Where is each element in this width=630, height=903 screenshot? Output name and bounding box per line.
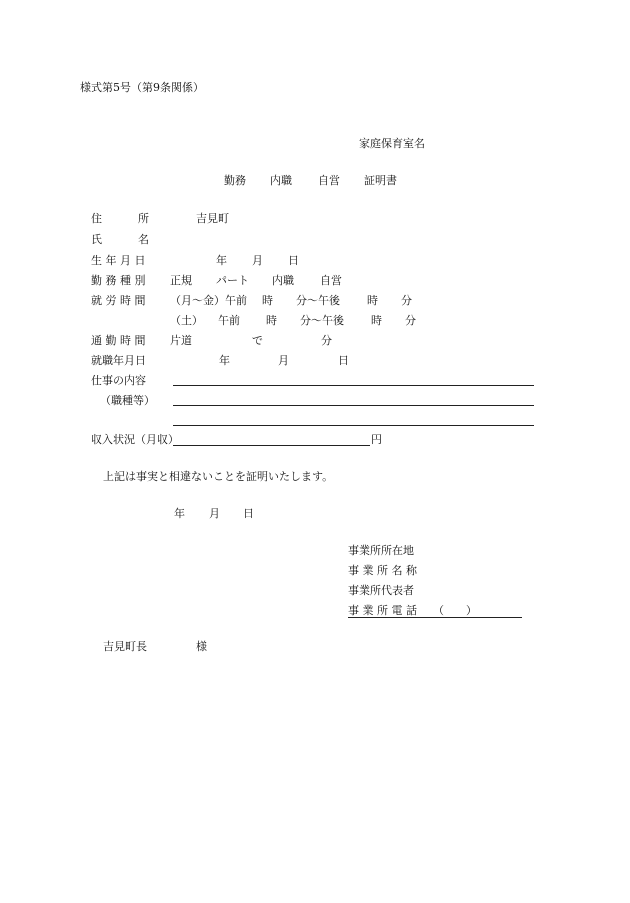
- employment-month: 月: [278, 354, 289, 367]
- commute-label: 通 勤 時 間: [91, 334, 146, 347]
- birthdate-month: 月: [252, 254, 263, 267]
- work-type-label: 勤 務 種 別: [91, 274, 146, 287]
- work-hours-label: 就 労 時 間: [91, 294, 146, 307]
- birthdate-year: 年: [216, 254, 227, 267]
- birthdate-label: 生 年 月 日: [91, 254, 146, 267]
- addressee-honorific: 様: [196, 640, 207, 653]
- income-unit: 円: [371, 433, 382, 446]
- weekday-min: 分: [401, 294, 412, 307]
- address-value: 吉見町: [196, 212, 229, 225]
- weekday-min-to-pm: 分～午後: [296, 294, 340, 307]
- weekday-hour2: 時: [367, 294, 378, 307]
- name-label-1: 氏: [91, 233, 102, 246]
- certification-statement: 上記は事実と相違ないことを証明いたします。: [103, 470, 334, 483]
- saturday-hour: 時: [266, 314, 277, 327]
- employer-phone-label: 事 業 所 電 話: [348, 604, 417, 617]
- income-label: 収入状況（月収）: [91, 433, 179, 446]
- address-label-1: 住: [91, 212, 102, 225]
- addressee-name: 吉見町長: [103, 640, 147, 653]
- title-shomeisho: 証明書: [364, 174, 397, 187]
- facility-name-label: 家庭保育室名: [359, 137, 425, 150]
- title-kinmu: 勤務: [224, 174, 246, 187]
- commute-min: 分: [321, 334, 332, 347]
- work-type-part-time: パート: [216, 274, 249, 287]
- saturday-hour2: 時: [371, 314, 382, 327]
- weekday-am: （月～金）午前: [170, 294, 247, 307]
- employment-date-label: 就職年月日: [91, 354, 146, 367]
- employer-representative-label: 事業所代表者: [348, 584, 414, 597]
- title-naishoku: 内職: [270, 174, 292, 187]
- commute-one-way: 片道: [170, 334, 192, 347]
- job-content-line-2: [173, 405, 534, 406]
- cert-date-year: 年: [174, 507, 185, 520]
- work-type-self-employed: 自営: [320, 274, 342, 287]
- saturday-am: 午前: [218, 314, 240, 327]
- job-type-sublabel: （職種等）: [100, 394, 155, 407]
- saturday-label: （土）: [170, 314, 203, 327]
- income-line: [173, 445, 370, 446]
- name-label-2: 名: [138, 233, 149, 246]
- work-type-home-work: 内職: [272, 274, 294, 287]
- commute-by: で: [252, 334, 263, 347]
- employer-name-label: 事 業 所 名 称: [348, 564, 417, 577]
- employer-phone-paren: （ ）: [433, 604, 477, 617]
- form-number: 様式第5号（第9条関係）: [80, 81, 204, 94]
- birthdate-day: 日: [288, 254, 299, 267]
- title-jiei: 自営: [318, 174, 340, 187]
- cert-date-month: 月: [209, 507, 220, 520]
- job-content-line-3: [173, 425, 534, 426]
- saturday-min-to-pm: 分～午後: [300, 314, 344, 327]
- job-content-label: 仕事の内容: [91, 374, 146, 387]
- weekday-hour: 時: [262, 294, 273, 307]
- employment-year: 年: [219, 354, 230, 367]
- work-type-regular: 正規: [170, 274, 192, 287]
- employer-address-label: 事業所所在地: [348, 544, 414, 557]
- saturday-min: 分: [405, 314, 416, 327]
- employer-phone-line: [348, 617, 522, 618]
- address-label-2: 所: [138, 212, 149, 225]
- employment-day: 日: [338, 354, 349, 367]
- cert-date-day: 日: [243, 507, 254, 520]
- job-content-line-1: [173, 385, 534, 386]
